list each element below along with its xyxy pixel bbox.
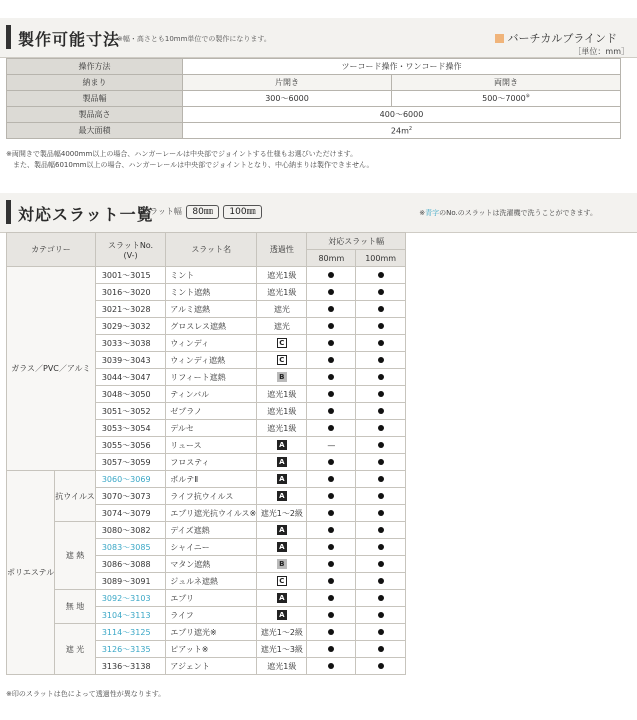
width-100-pill: 100㎜ <box>223 205 261 219</box>
support-100mm <box>356 369 406 386</box>
transmission-cell: 遮光1級 <box>257 658 307 675</box>
support-100mm <box>356 420 406 437</box>
cell: 500～7000※ <box>392 91 621 107</box>
slat-number: 3044～3047 <box>95 369 165 386</box>
support-80mm <box>307 556 356 573</box>
slat-name: マタン遮熱 <box>166 556 257 573</box>
grade-badge-icon: B <box>277 372 287 382</box>
grade-badge-icon: A <box>277 491 287 501</box>
row-label: 納まり <box>7 75 183 91</box>
support-100mm <box>356 607 406 624</box>
table-row <box>7 522 406 539</box>
available-dot-icon <box>378 612 384 618</box>
subcategory-cell: 抗ウイルス <box>55 471 96 522</box>
available-dot-icon <box>378 272 384 278</box>
transmission-cell: 遮光1級 <box>257 284 307 301</box>
available-dot-icon <box>328 527 334 533</box>
available-dot-icon <box>378 391 384 397</box>
slat-table <box>6 232 406 675</box>
cell: 300～6000 <box>183 91 392 107</box>
available-dot-icon <box>378 306 384 312</box>
grade-badge-icon: C <box>277 338 287 348</box>
support-80mm <box>307 607 356 624</box>
width-80-pill: 80㎜ <box>186 205 218 219</box>
slat-name: ティンバル <box>166 386 257 403</box>
slat-name: フロスティ <box>166 454 257 471</box>
available-dot-icon <box>378 595 384 601</box>
available-dot-icon <box>328 595 334 601</box>
slat-name: デイズ遮熱 <box>166 522 257 539</box>
slat-number: 3016～3020 <box>95 284 165 301</box>
col-slat-no: スラットNo. (V-) <box>95 233 165 267</box>
subcategory-cell: 遮 光 <box>55 624 96 675</box>
support-100mm <box>356 284 406 301</box>
transmission-cell <box>257 590 307 607</box>
slat-name: シャイニー <box>166 539 257 556</box>
slat-name: リフィート遮熱 <box>166 369 257 386</box>
slat-number: 3057～3059 <box>95 454 165 471</box>
slat-number: 3126～3135 <box>95 641 165 658</box>
support-100mm <box>356 386 406 403</box>
slat-number: 3074～3079 <box>95 505 165 522</box>
slat-name: ミント <box>166 267 257 284</box>
slat-number: 3136～3138 <box>95 658 165 675</box>
support-100mm <box>356 301 406 318</box>
slat-number: 3114～3125 <box>95 624 165 641</box>
transmission-cell <box>257 488 307 505</box>
available-dot-icon <box>378 561 384 567</box>
support-100mm <box>356 454 406 471</box>
row-label: 製品幅 <box>7 91 183 107</box>
slat-name: リュース <box>166 437 257 454</box>
wash-legend: ※青字のNo.のスラットは洗濯機で洗うことができます。 <box>419 209 597 217</box>
slat-number: 3055～3056 <box>95 437 165 454</box>
available-dot-icon <box>378 442 384 448</box>
support-100mm <box>356 539 406 556</box>
cell: 両開き <box>392 75 621 91</box>
available-dot-icon <box>328 510 334 516</box>
available-dot-icon <box>378 646 384 652</box>
section-title: 製作可能寸法 <box>18 30 121 49</box>
category-cell: ガラス／PVC／アルミ <box>7 267 96 471</box>
support-80mm <box>307 301 356 318</box>
available-dot-icon <box>378 493 384 499</box>
available-dot-icon <box>378 578 384 584</box>
support-100mm <box>356 471 406 488</box>
slat-name: エプリ遮光※ <box>166 624 257 641</box>
transmission-cell: 遮光1～2級 <box>257 505 307 522</box>
slat-name: ボルテⅡ <box>166 471 257 488</box>
support-100mm <box>356 573 406 590</box>
available-dot-icon <box>378 527 384 533</box>
product-label: バーチカルブラインド <box>495 30 617 46</box>
slat-number: 3086～3088 <box>95 556 165 573</box>
transmission-cell: 遮光 <box>257 301 307 318</box>
available-dot-icon <box>378 323 384 329</box>
grade-badge-icon: A <box>277 474 287 484</box>
support-80mm <box>307 522 356 539</box>
available-dot-icon <box>328 561 334 567</box>
table-row <box>7 590 406 607</box>
available-dot-icon <box>328 374 334 380</box>
available-dot-icon <box>328 425 334 431</box>
support-80mm <box>307 573 356 590</box>
available-dot-icon <box>328 646 334 652</box>
support-80mm <box>307 658 356 675</box>
support-100mm <box>356 335 406 352</box>
slat-number: 3080～3082 <box>95 522 165 539</box>
support-80mm <box>307 454 356 471</box>
available-dot-icon <box>378 663 384 669</box>
slat-name: エプリ遮光抗ウイルス※ <box>166 505 257 522</box>
table-row <box>7 471 406 488</box>
section-header-dimensions <box>0 18 637 58</box>
slat-number: 3070～3073 <box>95 488 165 505</box>
transmission-cell: 遮光1～2級 <box>257 624 307 641</box>
transmission-cell <box>257 335 307 352</box>
slat-number: 3083～3085 <box>95 539 165 556</box>
transmission-cell: 遮光1級 <box>257 267 307 284</box>
support-80mm <box>307 505 356 522</box>
slat-name: ウィンディ遮熱 <box>166 352 257 369</box>
available-dot-icon <box>328 612 334 618</box>
grade-badge-icon: A <box>277 525 287 535</box>
support-100mm <box>356 658 406 675</box>
available-dot-icon <box>328 391 334 397</box>
grade-badge-icon: A <box>277 610 287 620</box>
available-dot-icon <box>328 289 334 295</box>
transmission-cell <box>257 369 307 386</box>
grade-badge-icon: A <box>277 542 287 552</box>
available-dot-icon <box>378 476 384 482</box>
transmission-cell <box>257 573 307 590</box>
support-80mm <box>307 488 356 505</box>
support-80mm <box>307 641 356 658</box>
support-80mm <box>307 624 356 641</box>
available-dot-icon <box>328 663 334 669</box>
header-bar <box>6 200 11 224</box>
transmission-cell <box>257 539 307 556</box>
slat-number: 3021～3028 <box>95 301 165 318</box>
available-dot-icon <box>328 408 334 414</box>
slat-number: 3029～3032 <box>95 318 165 335</box>
available-dot-icon <box>378 289 384 295</box>
available-dot-icon <box>378 629 384 635</box>
available-dot-icon <box>328 306 334 312</box>
support-100mm <box>356 488 406 505</box>
slat-number: 3048～3050 <box>95 386 165 403</box>
slat-name: エプリ <box>166 590 257 607</box>
slat-name: グロスレス遮熱 <box>166 318 257 335</box>
col-slat-name: スラット名 <box>166 233 257 267</box>
available-dot-icon <box>328 544 334 550</box>
transmission-cell <box>257 607 307 624</box>
available-dot-icon <box>328 476 334 482</box>
support-100mm <box>356 505 406 522</box>
support-100mm <box>356 437 406 454</box>
support-80mm <box>307 471 356 488</box>
unit-label: ［単位：mm］ <box>573 47 629 56</box>
support-100mm <box>356 522 406 539</box>
subcategory-cell: 無 地 <box>55 590 96 624</box>
available-dot-icon <box>328 578 334 584</box>
support-100mm <box>356 590 406 607</box>
available-dot-icon <box>378 544 384 550</box>
row-label: 製品高さ <box>7 107 183 123</box>
available-dot-icon <box>328 340 334 346</box>
col-100mm: 100mm <box>356 250 406 267</box>
transmission-cell: 遮光1級 <box>257 420 307 437</box>
support-80mm: — <box>307 437 356 454</box>
category-cell: ポリエステル <box>7 471 55 675</box>
cell: 400～6000 <box>183 107 621 123</box>
transmission-cell <box>257 454 307 471</box>
available-dot-icon <box>378 510 384 516</box>
slat-name: ライフ <box>166 607 257 624</box>
grade-badge-icon: A <box>277 457 287 467</box>
slat-number: 3104～3113 <box>95 607 165 624</box>
transmission-cell: 遮光 <box>257 318 307 335</box>
available-dot-icon <box>378 459 384 465</box>
dimension-notes: ※両開きで製品幅4000mm以上の場合、ハンガーレールは中央部でジョイントする仕様もお選びいただけます。 また、製品幅6010mm以上の場合、ハンガーレールは中央部でジョイントとなり、中心納まりは製作できません。 <box>6 150 374 169</box>
transmission-cell <box>257 352 307 369</box>
available-dot-icon <box>328 272 334 278</box>
square-icon <box>495 34 504 43</box>
slat-number: 3001～3015 <box>95 267 165 284</box>
grade-badge-icon: B <box>277 559 287 569</box>
support-80mm <box>307 539 356 556</box>
col-80mm: 80mm <box>307 250 356 267</box>
col-transmission: 透過性 <box>257 233 307 267</box>
available-dot-icon <box>328 493 334 499</box>
slat-name: ゼプラノ <box>166 403 257 420</box>
support-100mm <box>356 641 406 658</box>
section-title: 対応スラット一覧 <box>18 205 154 224</box>
support-100mm <box>356 403 406 420</box>
row-label: 操作方法 <box>7 59 183 75</box>
available-dot-icon <box>378 425 384 431</box>
slat-number: 3092～3103 <box>95 590 165 607</box>
slat-number: 3033～3038 <box>95 335 165 352</box>
transmission-cell: 遮光1級 <box>257 386 307 403</box>
support-80mm <box>307 403 356 420</box>
col-category: カテゴリー <box>7 233 96 267</box>
transmission-cell: 遮光1級 <box>257 403 307 420</box>
available-dot-icon <box>378 374 384 380</box>
subcategory-cell: 遮 熱 <box>55 522 96 590</box>
cell: $24m^2$ <box>183 123 621 139</box>
available-dot-icon <box>328 323 334 329</box>
cell: ツーコード操作・ワンコード操作 <box>183 59 621 75</box>
slat-number: 3051～3052 <box>95 403 165 420</box>
transmission-cell <box>257 471 307 488</box>
row-label: 最大面積 <box>7 123 183 139</box>
support-100mm <box>356 267 406 284</box>
support-80mm <box>307 267 356 284</box>
support-100mm <box>356 352 406 369</box>
dimension-table <box>6 58 621 139</box>
support-100mm <box>356 556 406 573</box>
slat-number: 3060～3069 <box>95 471 165 488</box>
cell: 片開き <box>183 75 392 91</box>
support-100mm <box>356 318 406 335</box>
slat-width-info: スラット幅 80㎜ 100㎜ <box>142 205 262 219</box>
slat-number: 3039～3043 <box>95 352 165 369</box>
section-note: ※幅・高さとも10mm単位での製作になります。 <box>117 35 271 43</box>
support-80mm <box>307 352 356 369</box>
slat-name: アジェント <box>166 658 257 675</box>
slat-number: 3089～3091 <box>95 573 165 590</box>
available-dot-icon <box>328 357 334 363</box>
available-dot-icon <box>328 629 334 635</box>
support-80mm <box>307 284 356 301</box>
support-80mm <box>307 590 356 607</box>
slat-name: ウィンディ <box>166 335 257 352</box>
slat-name: ジュルネ遮熱 <box>166 573 257 590</box>
support-80mm <box>307 335 356 352</box>
grade-badge-icon: C <box>277 576 287 586</box>
support-80mm <box>307 369 356 386</box>
transmission-cell <box>257 437 307 454</box>
footnote: ※印のスラットは色によって透過性が異なります。 <box>6 690 166 698</box>
header-bar <box>6 25 11 49</box>
slat-name: ピアット※ <box>166 641 257 658</box>
transmission-cell: 遮光1～3級 <box>257 641 307 658</box>
available-dot-icon <box>378 340 384 346</box>
col-width: 対応スラット幅 <box>307 233 406 250</box>
grade-badge-icon: C <box>277 355 287 365</box>
support-80mm <box>307 420 356 437</box>
slat-number: 3053～3054 <box>95 420 165 437</box>
support-80mm <box>307 318 356 335</box>
transmission-cell <box>257 522 307 539</box>
slat-name: ミント遮熱 <box>166 284 257 301</box>
support-100mm <box>356 624 406 641</box>
slat-name: アルミ遮熱 <box>166 301 257 318</box>
slat-name: ライフ抗ウイルス <box>166 488 257 505</box>
available-dot-icon <box>378 357 384 363</box>
available-dot-icon <box>328 459 334 465</box>
available-dot-icon <box>378 408 384 414</box>
grade-badge-icon: A <box>277 593 287 603</box>
support-80mm <box>307 386 356 403</box>
table-row <box>7 267 406 284</box>
grade-badge-icon: A <box>277 440 287 450</box>
table-row <box>7 624 406 641</box>
transmission-cell <box>257 556 307 573</box>
slat-name: デルセ <box>166 420 257 437</box>
